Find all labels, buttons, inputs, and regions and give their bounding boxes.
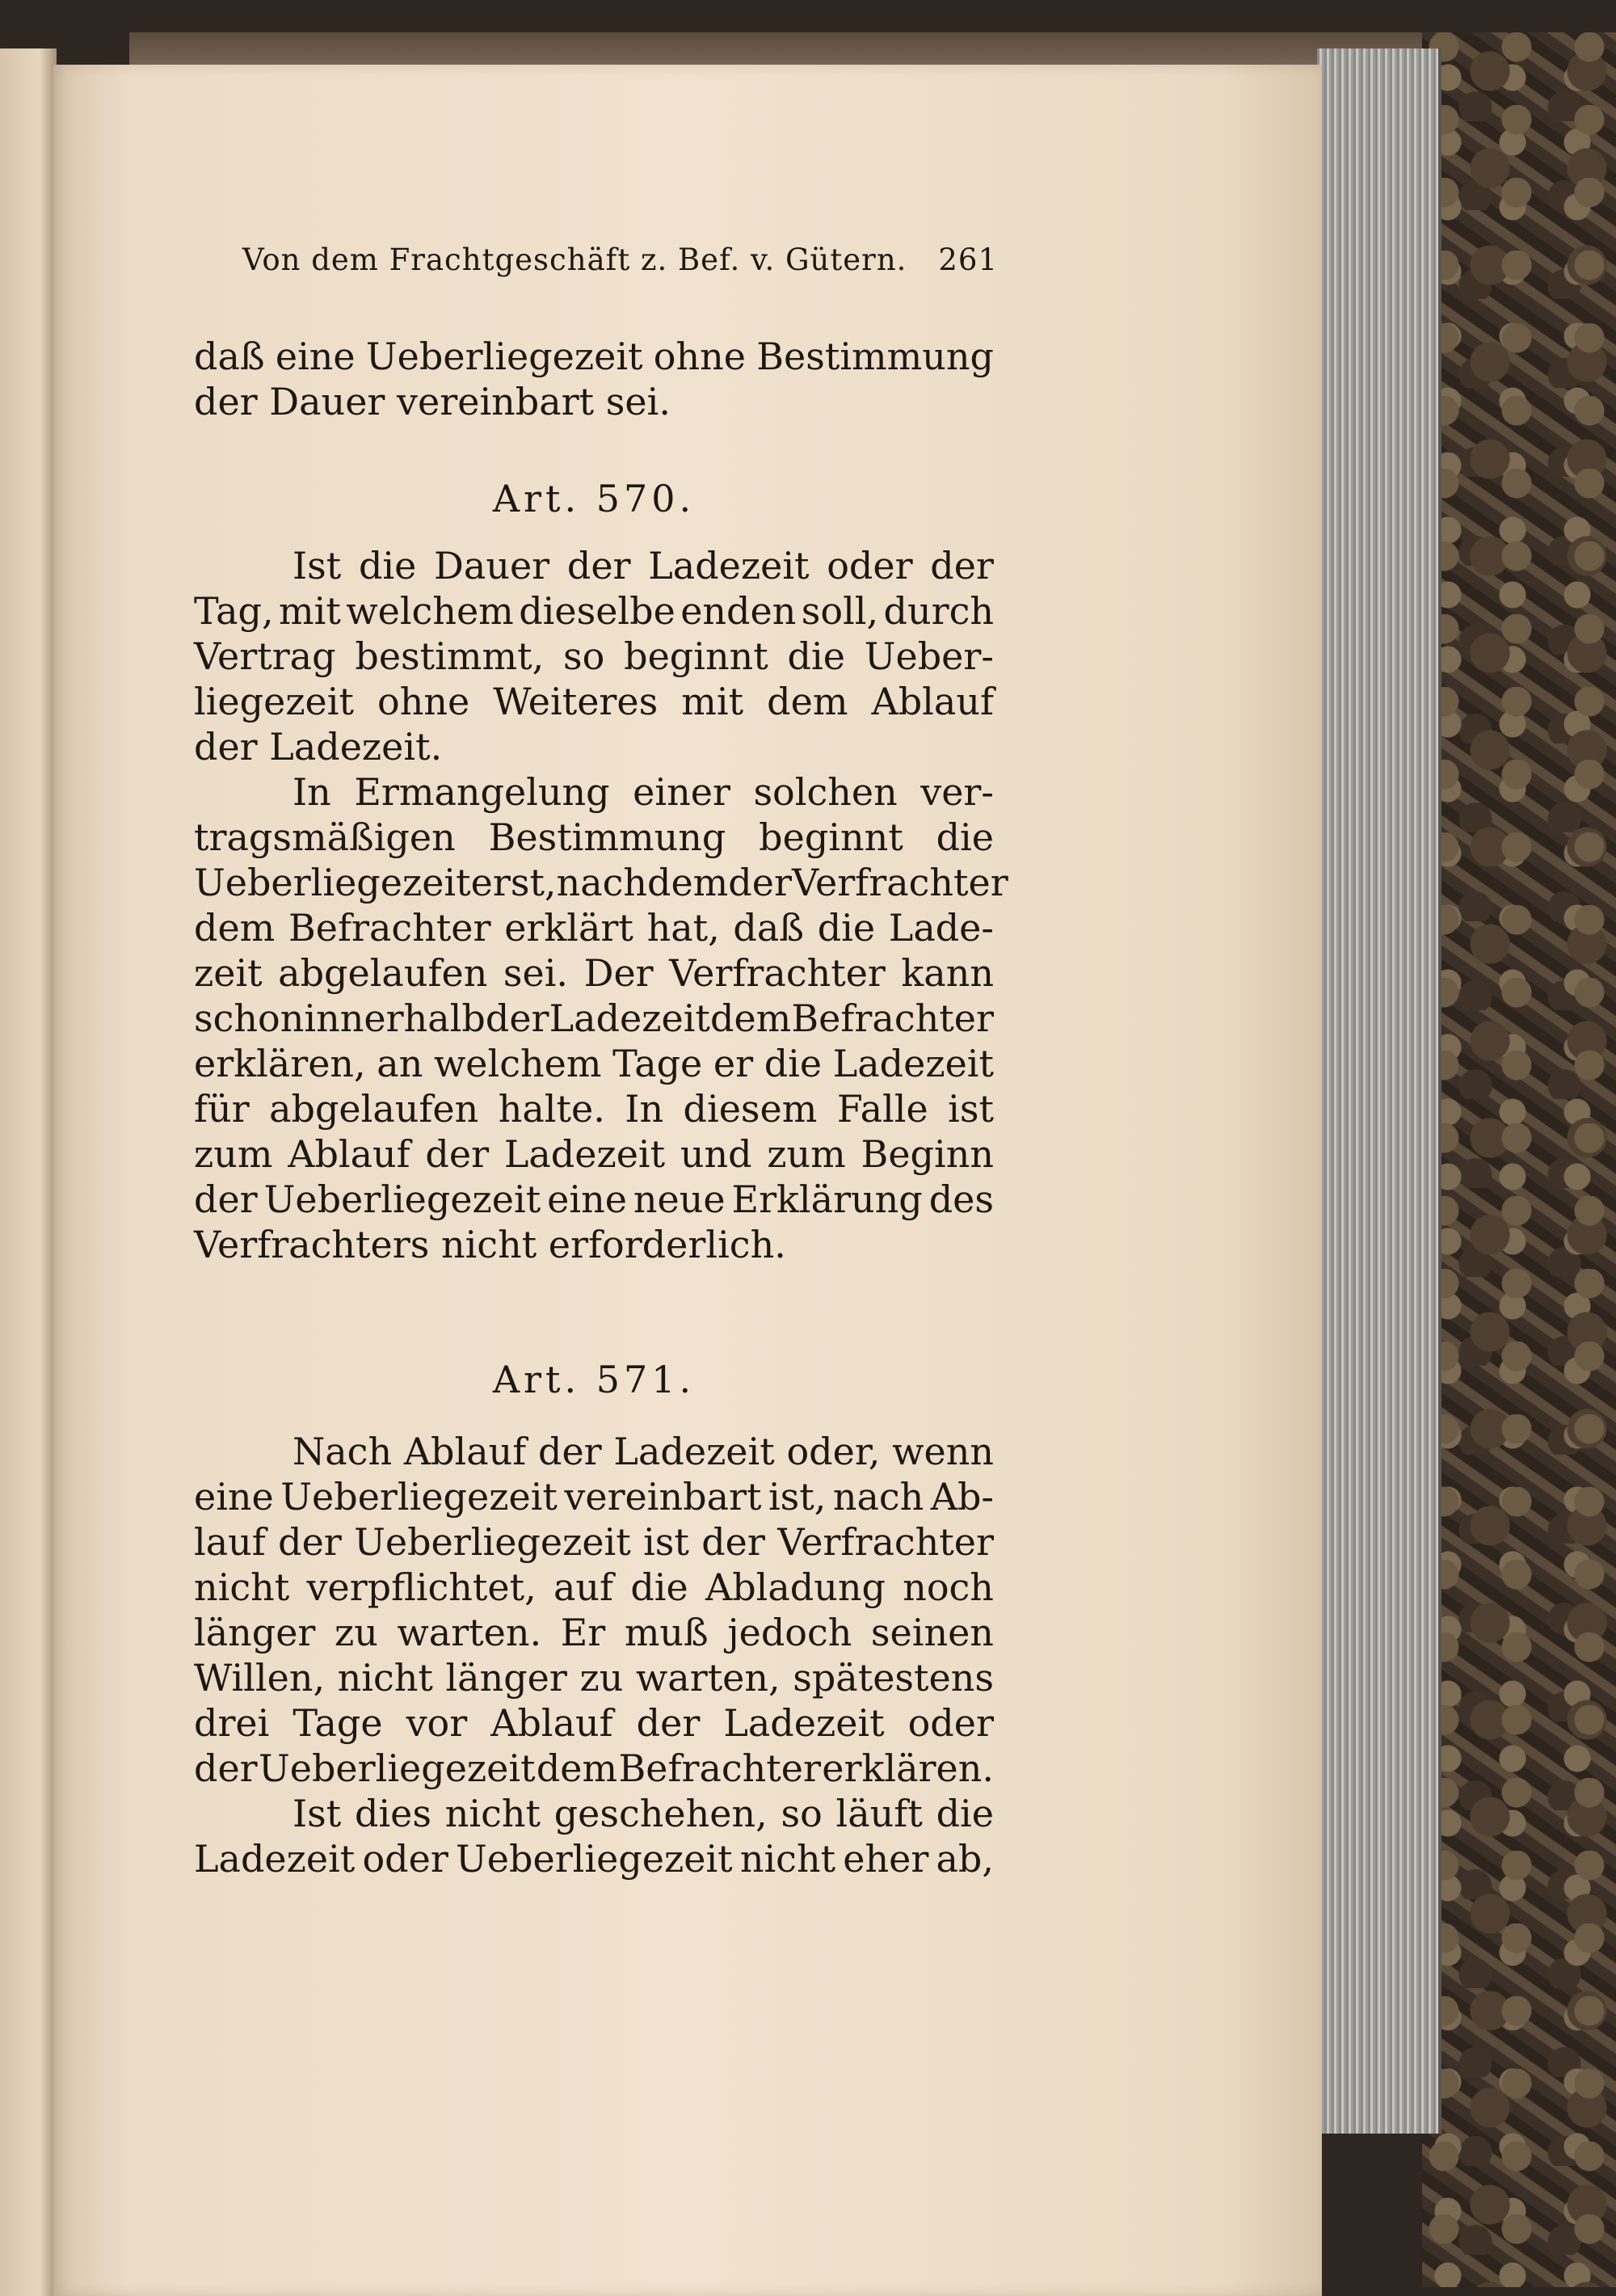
word: läuft [835,1792,923,1835]
page-number: 261 [938,242,998,277]
word: Ladezeit [549,996,710,1040]
word: dieselbe [519,589,675,633]
word: Ladezeit [723,1701,885,1745]
word: welchem [433,1042,602,1085]
word: erklären, [194,1042,366,1085]
word: dies [355,1792,432,1835]
word: Ablauf [490,1701,613,1745]
word: hat, [646,906,720,950]
word: lauf [194,1520,266,1564]
word: Ladezeit [613,1430,775,1473]
page-edges [1317,48,1441,2134]
marbled-cover [1422,32,1616,2287]
word: welchem [346,589,514,633]
word: des [928,1177,994,1221]
article-heading-570: Art. 570. [492,477,696,520]
word: und [680,1132,752,1176]
word: warten, [635,1656,781,1700]
word: Ladezeit [832,1042,994,1085]
word: dem [767,680,848,723]
word: zum [194,1132,273,1176]
word: innerhalb [304,996,486,1040]
word: nicht [739,1837,836,1881]
facing-page-edge [0,48,57,2296]
word: spätestens [793,1656,994,1700]
word: solchen [753,770,898,814]
word: Verfrachter [791,861,1008,904]
word: schon [194,996,305,1040]
word: Befrachter [288,906,491,950]
word: muß [624,1611,709,1654]
text-line [194,1041,994,1086]
word: Nach [292,1430,393,1473]
word: der [636,1701,701,1745]
word: Ladezeit [194,1837,356,1881]
word: Dauer [434,544,550,588]
word: Ablauf [403,1430,527,1473]
text-line [194,634,994,679]
word: halte. [498,1087,605,1131]
word: eine [275,335,356,378]
text-line [194,860,1008,905]
word: Ist [292,1792,342,1835]
word: der [701,1520,765,1564]
text-line [194,905,994,950]
word: abgelaufen [278,951,488,995]
word: nicht [444,1792,541,1835]
word: oder [362,1837,448,1881]
text-line [194,334,994,379]
word: Ueberliegezeit [280,1475,558,1519]
word: der [278,1520,342,1564]
word: Befrachter [618,1746,821,1790]
word: In [292,770,331,814]
word: nachdem [556,861,729,904]
word: noch [903,1565,994,1609]
text-line [194,1474,994,1519]
word: Verfrachter [777,1520,994,1564]
word: Vertrag [194,634,336,678]
text-line: der Dauer vereinbart sei. [194,380,671,423]
word: beginnt [624,634,768,678]
word: Ueberliegezeit [263,1177,541,1221]
word: der [194,1177,258,1221]
word: der [194,1746,258,1790]
word: Erklärung [731,1177,923,1221]
text-line [292,543,994,588]
word: so [563,634,605,678]
word: die [817,906,876,950]
text-line [194,996,994,1041]
word: einer [633,770,730,814]
word: die [630,1565,688,1609]
text-line [194,588,994,634]
text-line: der Ladezeit. [194,725,443,769]
word: Ueberliegezeit [194,861,471,904]
word: jedoch [727,1611,852,1654]
word: kann [901,951,994,995]
word: oder [827,544,913,588]
word: diesem [683,1087,818,1131]
word: geschehen, [553,1792,768,1835]
word: Ablauf [288,1132,410,1176]
word: die [764,1042,823,1085]
word: zeit [194,951,263,995]
word: Befrachter [791,996,994,1040]
word: erklären. [822,1746,994,1790]
text-line [194,1565,994,1610]
word: Tage [292,1701,383,1745]
word: Ab- [930,1475,994,1519]
word: Ablauf [871,680,994,723]
article-heading-571: Art. 571. [492,1358,696,1401]
word: vor [406,1701,468,1745]
text-line [194,1700,994,1746]
word: verpflichtet, [306,1565,537,1609]
word: ohne [653,335,746,378]
word: bestimmt, [355,634,545,678]
text-line [292,1791,994,1836]
word: die [936,1792,994,1835]
word: Willen, [194,1656,326,1700]
word: tragsmäßigen [194,815,456,859]
word: daß [194,335,265,378]
text-line [292,1429,994,1474]
word: der [485,996,549,1040]
word: sei. [503,951,569,995]
word: Ueberliegezeit [456,1837,733,1881]
word: oder, [786,1430,881,1473]
word: Weiteres [493,680,659,723]
word: Beginn [861,1132,994,1176]
word: nicht [337,1656,433,1700]
word: eine [547,1177,627,1221]
word: durch [883,589,994,633]
word: zu [334,1611,378,1654]
word: daß [733,906,805,950]
word: die [936,815,994,859]
word: der [538,1430,602,1473]
word: neue [633,1177,726,1221]
word: nicht [194,1565,290,1609]
running-title: Von dem Frachtgeschäft z. Bef. v. Gütern. [242,242,907,277]
text-line [194,1519,994,1565]
word: Verfrachter [669,951,886,995]
word: an [377,1042,423,1085]
word: Abladung [705,1565,886,1609]
word: Er [560,1611,606,1654]
word: Der [583,951,654,995]
word: Ermangelung [354,770,610,814]
word: Ist [292,544,342,588]
word: Bestimmung [756,335,994,378]
text-line [194,1086,994,1131]
word: der [728,861,792,904]
text-line [292,769,994,815]
word: Ueberliegezeit [258,1746,536,1790]
word: länger [445,1656,567,1700]
word: erklärt [504,906,633,950]
word: Tag, [194,589,274,633]
word: ist, [768,1475,827,1519]
word: der [425,1132,490,1176]
word: abgelaufen [269,1087,479,1131]
word: soll, [801,589,879,633]
word: In [625,1087,664,1131]
text-line [194,1131,994,1177]
word: länger [194,1611,316,1654]
word: drei [194,1701,270,1745]
running-header [242,242,998,277]
text-line: Verfrachters nicht erforderlich. [194,1223,786,1266]
word: ist [948,1087,994,1131]
text-line [194,1610,994,1655]
word: seinen [870,1611,994,1654]
word: enden [680,589,797,633]
word: er [713,1042,754,1085]
word: ist [643,1520,689,1564]
text-line [194,1177,994,1222]
text-line [194,815,994,860]
word: dem [536,1746,618,1790]
word: Ueber- [864,634,994,678]
word: Falle [836,1087,928,1131]
word: die [787,634,845,678]
word: dem [194,906,276,950]
word: ohne [377,680,470,723]
word: so [781,1792,823,1835]
text-line [194,1836,994,1881]
text-line [194,1655,994,1700]
word: vereinbart [564,1475,762,1519]
word: der [566,544,631,588]
word: Ueberliegezeit [354,1520,631,1564]
word: Ladezeit [648,544,810,588]
word: warten. [397,1611,542,1654]
word: erst, [470,861,557,904]
text-line [194,679,994,724]
word: Tage [612,1042,703,1085]
word: liegezeit [194,680,354,723]
word: Ueberliegezeit [365,335,643,378]
word: für [194,1087,250,1131]
text-line [194,950,994,996]
word: zu [579,1656,624,1700]
word: auf [553,1565,614,1609]
word: Ladezeit [503,1132,666,1176]
word: der [930,544,994,588]
word: dem [710,996,792,1040]
word: nach [832,1475,924,1519]
word: die [358,544,417,588]
text-line [194,1746,994,1791]
word: mit [681,680,744,723]
word: eine [194,1475,274,1519]
word: wenn [892,1430,994,1473]
word: eher [843,1837,929,1881]
word: beginnt [759,815,903,859]
word: ab, [936,1837,994,1881]
word: mit [279,589,341,633]
word: zum [767,1132,846,1176]
word: oder [907,1701,994,1745]
word: ver- [920,770,994,814]
word: Bestimmung [488,815,726,859]
word: Lade- [888,906,994,950]
